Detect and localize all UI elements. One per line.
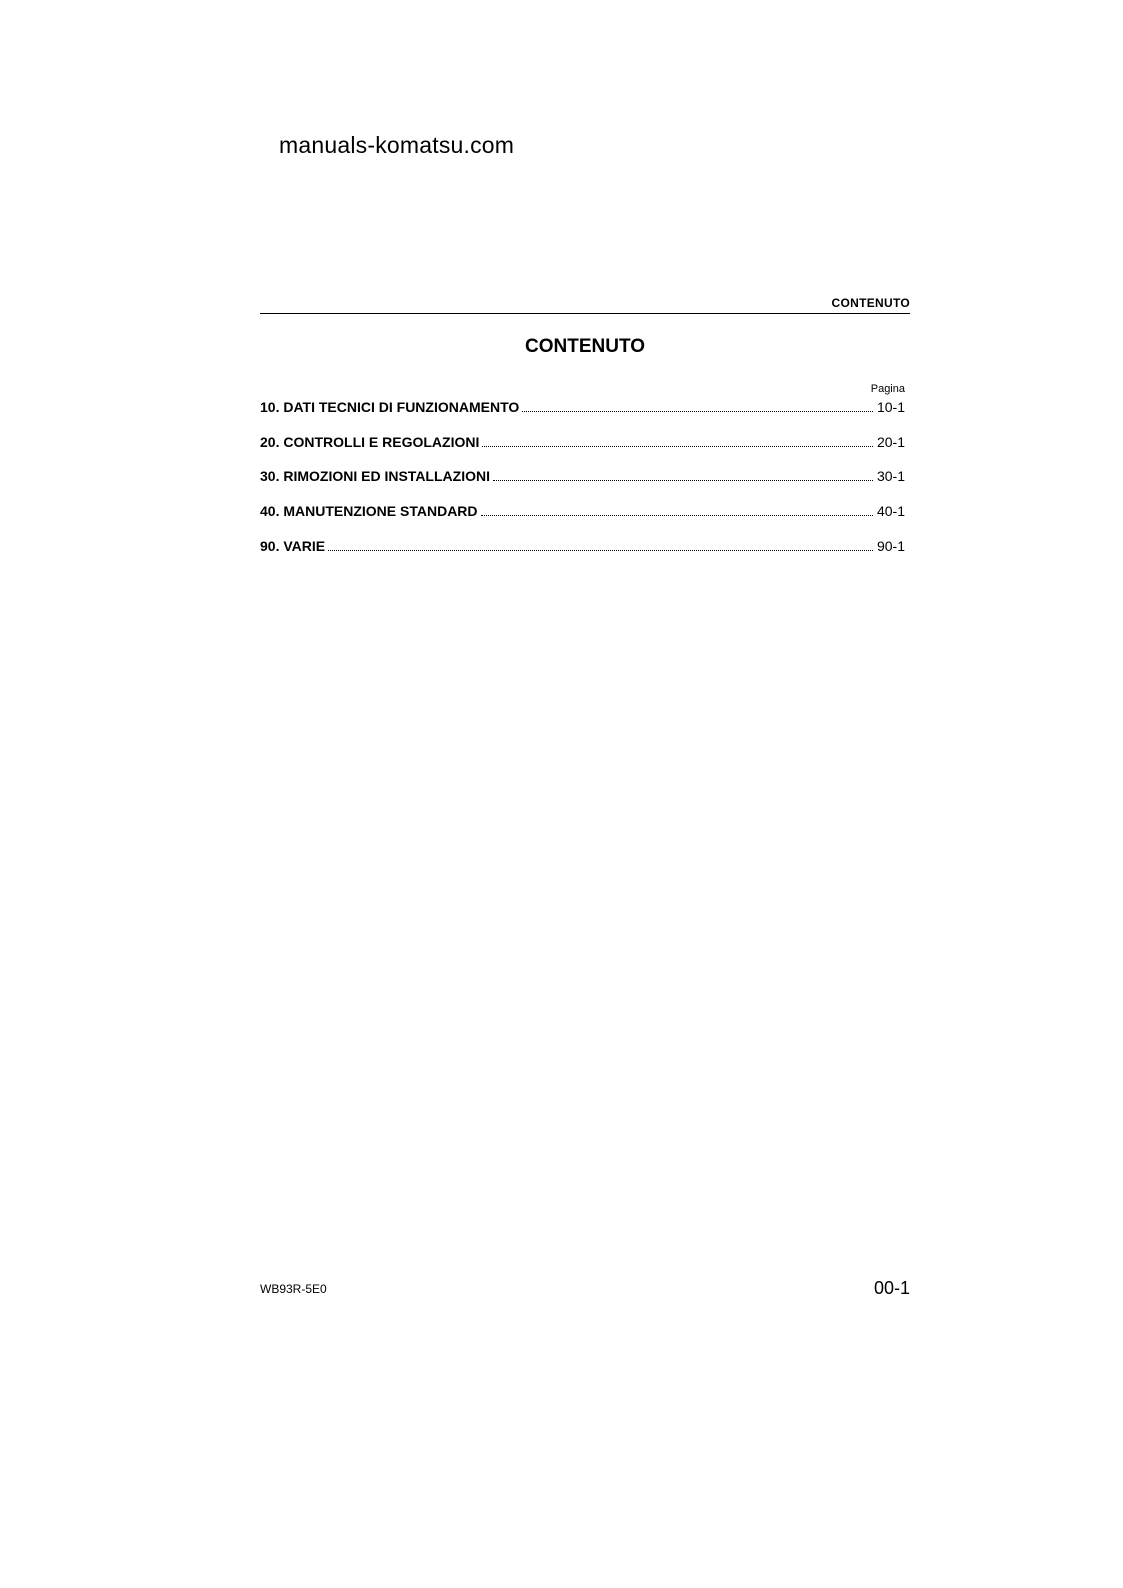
toc-entry-page: 20-1 [876, 434, 905, 450]
toc-leader-dots [522, 397, 873, 412]
toc-entry-title: 10. DATI TECNICI DI FUNZIONAMENTO [260, 399, 520, 415]
toc-entry-title: 20. CONTROLLI E REGOLAZIONI [260, 434, 480, 450]
footer-model-code: WB93R-5E0 [260, 1282, 327, 1296]
toc-entry[interactable] [260, 466, 905, 486]
toc-entry-page: 40-1 [876, 503, 905, 519]
toc-leader-dots [493, 466, 873, 481]
toc-entry-page: 10-1 [876, 399, 905, 415]
page-column-label: Pagina [870, 383, 905, 395]
toc-leader-dots [481, 501, 873, 516]
running-header: CONTENUTO [831, 296, 910, 310]
toc-entry-page: 30-1 [876, 468, 905, 484]
toc-leader-dots [482, 432, 873, 447]
toc-entry-page: 90-1 [876, 538, 905, 554]
page-title: CONTENUTO [525, 336, 645, 357]
toc-entry[interactable] [260, 536, 905, 556]
toc-entry-title: 90. VARIE [260, 538, 326, 554]
header-rule [260, 313, 910, 314]
toc-entry[interactable] [260, 397, 905, 417]
toc-entry-title: 30. RIMOZIONI ED INSTALLAZIONI [260, 468, 490, 484]
toc-entry[interactable] [260, 501, 905, 521]
toc-entry[interactable] [260, 432, 905, 452]
toc-leader-dots [328, 536, 873, 551]
footer-page-number: 00-1 [873, 1278, 910, 1298]
toc-entry-title: 40. MANUTENZIONE STANDARD [260, 503, 478, 519]
watermark-text: manuals-komatsu.com [279, 132, 515, 158]
